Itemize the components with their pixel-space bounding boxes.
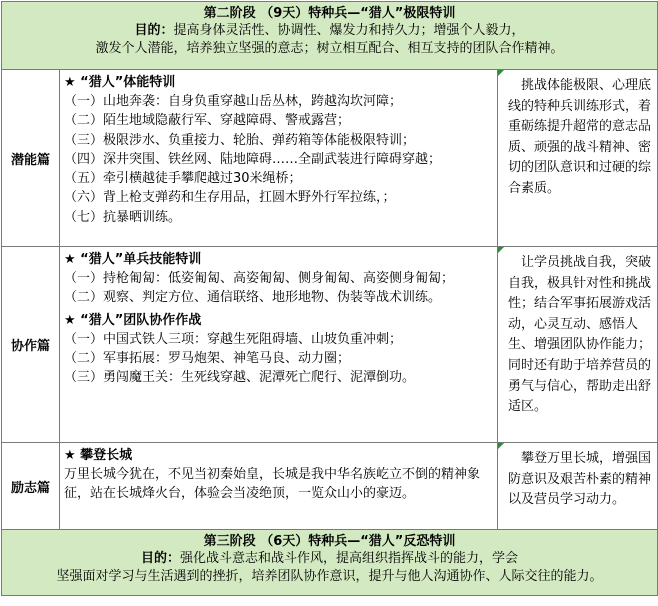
row-desc-text: 挑战体能极限、心理底线的特种兵训练形式，着重砺练提升超常的意志品质、顽强的战斗精神、密切的团队意识和过硬的综合素质。: [508, 78, 652, 196]
list-item: （二）陌生地域隐蔽行军、穿越障碍、警戒露营；: [64, 113, 351, 129]
list-item: （三）极限涉水、负重接力、轮胎、弹药箱等体能极限特训；: [64, 132, 416, 148]
stage2-title: 第二阶段 （9天）特种兵—“猎人”极限特训: [203, 6, 456, 21]
list-item: 万里长城今犹在，不见当初秦始皇，长城是我中华名族屹立不倒的精神象征，站在长城烽火台，体验会当凌绝顶，一览众山小的豪迈。: [64, 467, 481, 502]
stage2-header-cell: [2, 2, 658, 70]
section-title: ★ “猎人”单兵技能特训: [64, 252, 202, 267]
training-schedule-table: [1, 1, 658, 596]
row-desc-cooperation: [498, 247, 658, 443]
stage3-goal-label: 目的：: [140, 551, 180, 566]
list-item: （四）深井突围、铁丝网、陆地障碍……全副武装进行障碍穿越；: [64, 151, 442, 167]
row-desc-potential: [498, 70, 658, 247]
stage2-header-row: [2, 2, 658, 70]
list-item: （五）牵引横越徒手攀爬越过30米绳桥；: [64, 171, 302, 187]
stage3-goal-line1: [6, 550, 653, 568]
stage3-title: 第三阶段 （6天）特种兵—“猎人”反恐特训: [203, 534, 456, 549]
list-item: （一）山地奔袭：自身负重穿越山岳丛林，跨越沟坎河障；: [64, 94, 403, 109]
row-desc-text: 攀登万里长城，增强国防意识及艰苦朴素的精神以及营员学习动力。: [508, 451, 652, 508]
stage3-goal-line2: 坚强面对学习与生活遇到的挫折，培养团队协作意识，提升与他人沟通协作、人际交往的能力。: [56, 569, 603, 584]
stage2-goal-line2: 激发个人潜能，培养独立坚强的意志；树立相互配合、相互支持的团队合作精神。: [95, 41, 564, 56]
list-item: （六）背上枪支弹药和生存用品，扛圆木野外行军拉练，；: [64, 190, 396, 206]
row-label-potential: 潜能篇: [2, 70, 60, 247]
cell-comment-marker: [498, 70, 504, 76]
list-item: （一）持枪匍匐：低姿匍匐、高姿匍匐、侧身匍匐、高姿侧身匍匐；: [64, 271, 455, 286]
section-title: ★ “猎人”体能特训: [64, 75, 176, 90]
row-potential: [2, 70, 658, 247]
list-item: （二）军事拓展：罗马炮架、神笔马良、动力圈；: [64, 350, 351, 366]
stage2-goal-line1: [6, 22, 653, 40]
section-title: ★ 攀登长城: [64, 448, 133, 463]
stage3-header-row: [2, 530, 658, 596]
list-item: （一）中国式铁人三项：穿越生死阻碍墙、山坡负重冲刺；: [64, 331, 403, 347]
stage3-goal-text1: 强化战斗意志和战斗作风，提高组织指挥战斗的能力，学会: [180, 551, 519, 566]
cell-comment-marker: [498, 443, 504, 449]
stage2-goal-label: 目的：: [134, 23, 174, 38]
row-cooperation: [2, 247, 658, 443]
stage2-goal-text1: 提高身体灵活性、协调性、爆发力和持久力；增强个人毅力，: [173, 23, 525, 38]
row-desc-inspiration: [498, 443, 658, 530]
cell-comment-marker: [498, 247, 504, 253]
stage3-header-cell: [2, 530, 658, 596]
list-item: （三）勇闯魔王关：生死线穿越、泥潭死亡爬行、泥潭倒功。: [64, 370, 416, 386]
row-content-cooperation: [60, 247, 498, 443]
row-label-cooperation: 协作篇: [2, 247, 60, 443]
section-title: ★ “猎人”团队协作作战: [64, 312, 202, 328]
row-label-inspiration: 励志篇: [2, 443, 60, 530]
row-content-inspiration: [60, 443, 498, 530]
row-inspiration: [2, 443, 658, 530]
list-item: （七）抗暴晒训练。: [64, 209, 182, 225]
list-item: （二）观察、判定方位、通信联络、地形地物、伪装等战术训练。: [64, 290, 442, 306]
row-desc-text: 让学员挑战自我，突破自我，极具针对性和挑战性；结合军事拓展游戏活动，心灵互动、感悟人生、增强团队协作能力；同时还有助于培养营员的勇气与信心，帮助走出舒适区。: [508, 255, 652, 415]
row-content-potential: [60, 70, 498, 247]
